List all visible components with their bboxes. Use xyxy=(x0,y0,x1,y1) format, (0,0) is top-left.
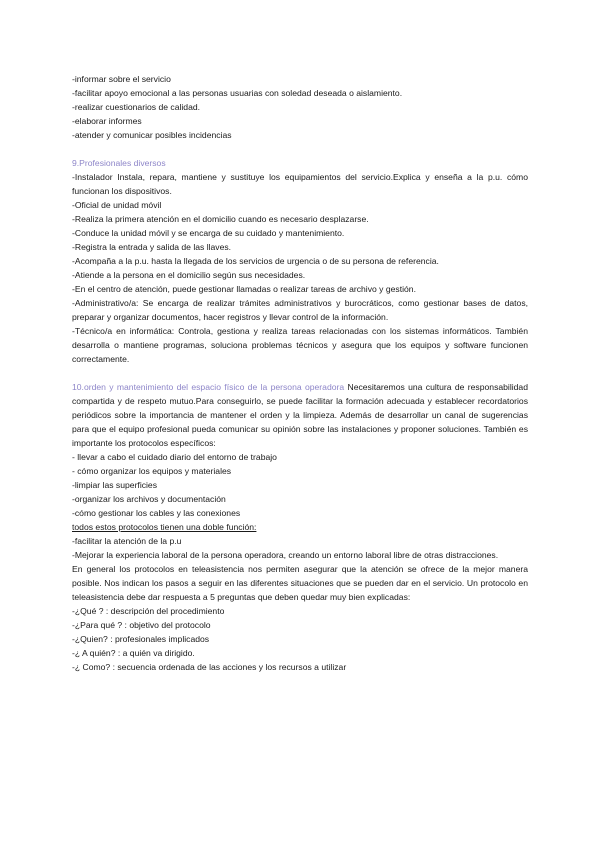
section-10-intro-text: Necesitaremos una cultura de responsabilidad compartida y de respeto mutuo.Para conseguirlo, se puede facilitar la formación adecuada y establecer recordatorios periódicos sobre la importancia de mantener el orden y la limpieza. Además de desarrollar un canal de sugerencias para que el equipo profesional pueda comunicar su opinión sobre las instalaciones y proponer soluciones. También es importante los protocolos específicos: xyxy=(72,382,528,448)
list-item: -organizar los archivos y documentación xyxy=(72,494,226,504)
list-item: -¿Qué ? : descripción del procedimiento xyxy=(72,606,225,616)
dual-function-heading: todos estos protocolos tienen una doble función: xyxy=(72,522,257,532)
list-item: -Mejorar la experiencia laboral de la persona operadora, creando un entorno laboral libre de otras distracciones. xyxy=(72,550,499,560)
list-item: -informar sobre el servicio xyxy=(72,74,171,84)
service-tasks-list xyxy=(72,72,528,142)
section-10-heading: 10.orden y mantenimiento del espacio físico de la persona operadora xyxy=(72,382,345,392)
section-9-heading: 9.Profesionales diversos xyxy=(72,158,166,168)
document-body xyxy=(72,72,528,674)
list-item: -Registra la entrada y salida de las llaves. xyxy=(72,242,232,252)
list-item: -¿ Como? : secuencia ordenada de las acciones y los recursos a utilizar xyxy=(72,662,347,672)
list-item: -atender y comunicar posibles incidencias xyxy=(72,130,232,140)
general-protocols-paragraph: En general los protocolos en teleasistencia nos permiten asegurar que la atención se ofrece de la mejor manera posible. Nos indican los pasos a seguir en las diferentes situaciones que se pueden dar en el servicio. Un protocolo en teleasistencia debe dar respuesta a 5 preguntas que deben quedar muy bien explicadas: xyxy=(72,564,528,602)
list-item: -realizar cuestionarios de calidad. xyxy=(72,102,201,112)
list-item: -Atiende a la persona en el domicilio según sus necesidades. xyxy=(72,270,306,280)
tech-paragraph: -Técnico/a en informática: Controla, gestiona y realiza tareas relacionadas con los sistemas informáticos. También desarrolla o mantiene programas, soluciona problemas técnicos y asegura que los equipos y software funcionen correctamente. xyxy=(72,326,528,364)
list-item: -Conduce la unidad móvil y se encarga de su cuidado y mantenimiento. xyxy=(72,228,345,238)
section-10-intro xyxy=(72,380,528,450)
list-item: -¿Quien? : profesionales implicados xyxy=(72,634,210,644)
list-item: -facilitar apoyo emocional a las personas usuarias con soledad deseada o aislamiento. xyxy=(72,88,403,98)
list-item: -facilitar la atención de la p.u xyxy=(72,536,182,546)
list-item: -Oficial de unidad móvil xyxy=(72,200,162,210)
list-item: -cómo gestionar los cables y las conexiones xyxy=(72,508,241,518)
questions-list xyxy=(72,604,528,674)
installer-paragraph: -Instalador Instala, repara, mantiene y sustituye los equipamientos del servicio.Explica y enseña a la p.u. cómo funcionan los dispositivos. xyxy=(72,172,528,196)
list-item: -¿Para qué ? : objetivo del protocolo xyxy=(72,620,211,630)
admin-paragraph: -Administrativo/a: Se encarga de realizar trámites administrativos y burocráticos, como gestionar bases de datos, preparar y organizar documentos, hacer registros y llevar control de la información. xyxy=(72,298,528,322)
list-item: - llevar a cabo el cuidado diario del entorno de trabajo xyxy=(72,452,277,462)
protocols-list xyxy=(72,450,528,520)
list-item: - cómo organizar los equipos y materiales xyxy=(72,466,232,476)
section-9-list xyxy=(72,198,528,296)
list-item: -elaborar informes xyxy=(72,116,142,126)
list-item: -limpiar las superficies xyxy=(72,480,158,490)
list-item: -¿ A quién? : a quién va dirigido. xyxy=(72,648,195,658)
list-item: -Realiza la primera atención en el domicilio cuando es necesario desplazarse. xyxy=(72,214,369,224)
list-item: -En el centro de atención, puede gestionar llamadas o realizar tareas de archivo y gestión. xyxy=(72,284,416,294)
list-item: -Acompaña a la p.u. hasta la llegada de los servicios de urgencia o de su persona de referencia. xyxy=(72,256,439,266)
